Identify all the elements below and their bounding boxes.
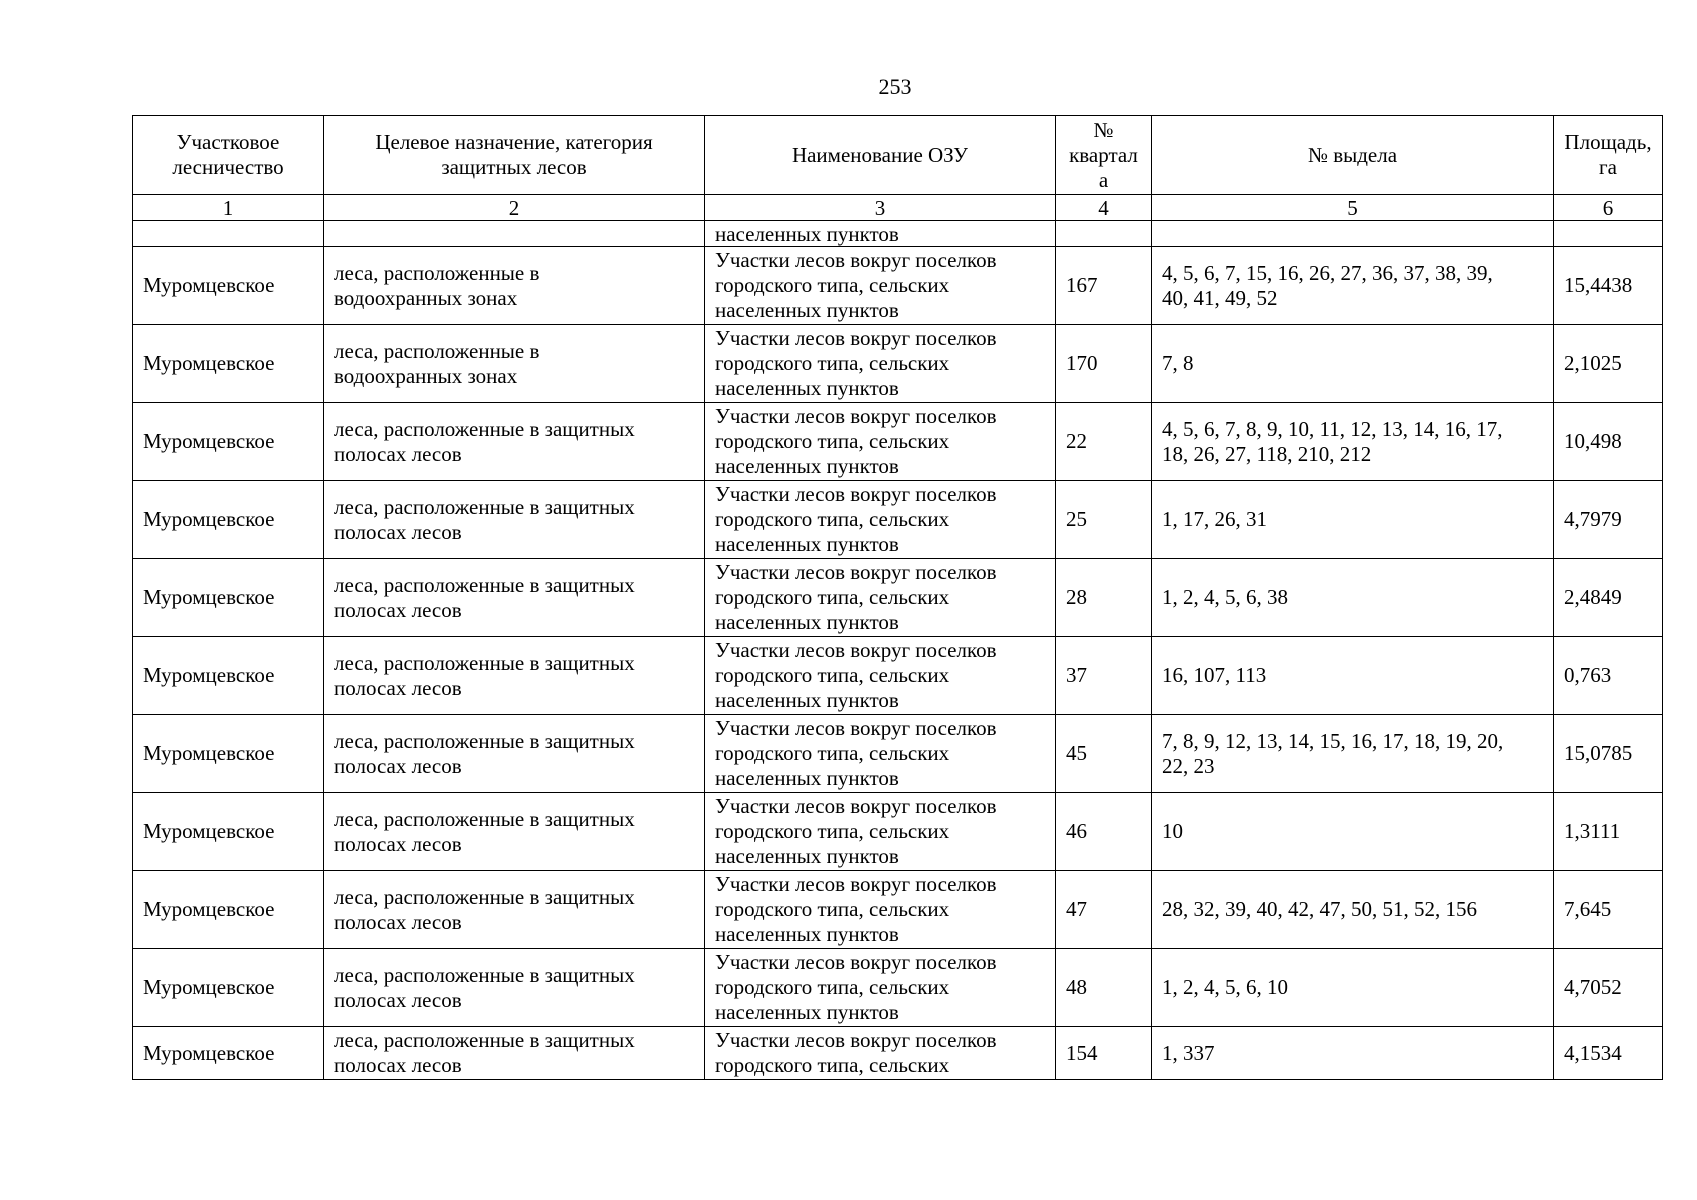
quarter-cell: 45 (1056, 715, 1152, 793)
category-line: леса, расположенные в защитных (334, 806, 635, 831)
ozu-cell (705, 793, 1056, 871)
forestry-cell: Муромцевское (133, 1027, 324, 1080)
header-area-line: га (1599, 155, 1617, 179)
category-cell (324, 793, 705, 871)
plots-cell (1152, 715, 1554, 793)
forestry-cell: Муромцевское (133, 871, 324, 949)
ozu-line: городского типа, сельских (715, 1053, 950, 1077)
plots-line: 16, 107, 113 (1162, 663, 1267, 687)
area-cell: 15,0785 (1554, 715, 1663, 793)
ozu-line: Участки лесов вокруг поселков (715, 638, 997, 662)
forest-table (132, 115, 1663, 1080)
ozu-line: населенных пунктов (715, 844, 899, 868)
category-cell (324, 247, 705, 325)
category-line: полосах лесов (334, 675, 462, 700)
ozu-line: Участки лесов вокруг поселков (715, 248, 997, 272)
category-line: леса, расположенные в защитных (334, 650, 635, 675)
plots-line: 1, 2, 4, 5, 6, 38 (1162, 585, 1288, 609)
quarter-cell: 37 (1056, 637, 1152, 715)
ozu-line: городского типа, сельских (715, 507, 950, 531)
category-cell (324, 559, 705, 637)
quarter-cell: 28 (1056, 559, 1152, 637)
ozu-line: Участки лесов вокруг поселков (715, 404, 997, 428)
forestry-cell: Муромцевское (133, 559, 324, 637)
area-cell: 4,7979 (1554, 481, 1663, 559)
area-cell: 7,645 (1554, 871, 1663, 949)
plots-line: 4, 5, 6, 7, 8, 9, 10, 11, 12, 13, 14, 16, 17, (1162, 416, 1503, 441)
category-line: леса, расположенные в (334, 260, 540, 285)
ozu-line: городского типа, сельских (715, 819, 950, 843)
ozu-line: населенных пунктов (715, 610, 899, 634)
plots-line: 22, 23 (1162, 753, 1215, 778)
ozu-line: населенных пунктов (715, 532, 899, 556)
ozu-line: городского типа, сельских (715, 663, 950, 687)
area-cell: 2,1025 (1554, 325, 1663, 403)
ozu-line: Участки лесов вокруг поселков (715, 716, 997, 740)
ozu-line: городского типа, сельских (715, 585, 950, 609)
table-row (133, 793, 1663, 871)
table-row (133, 481, 1663, 559)
category-line: леса, расположенные в защитных (334, 962, 635, 987)
area-cell: 10,498 (1554, 403, 1663, 481)
ozu-line: населенных пунктов (715, 298, 899, 322)
ozu-line: населенных пунктов (715, 688, 899, 712)
table-row (133, 715, 1663, 793)
quarter-cell: 46 (1056, 793, 1152, 871)
area-cell: 15,4438 (1554, 247, 1663, 325)
plots-cell (1152, 247, 1554, 325)
table-cell (1152, 221, 1554, 247)
table-row (133, 403, 1663, 481)
quarter-cell: 22 (1056, 403, 1152, 481)
category-line: полосах лесов (334, 597, 462, 622)
plots-cell (1152, 559, 1554, 637)
plots-cell (1152, 1027, 1554, 1080)
area-cell: 4,1534 (1554, 1027, 1663, 1080)
plots-line: 1, 337 (1162, 1040, 1215, 1065)
header-ozu-name: Наименование ОЗУ (705, 116, 1056, 195)
header-quarter (1056, 116, 1152, 195)
ozu-line: Участки лесов вокруг поселков (715, 560, 997, 584)
ozu-cell (705, 637, 1056, 715)
table-row (133, 871, 1663, 949)
category-cell (324, 325, 705, 403)
header-quarter-line: а (1098, 167, 1109, 192)
ozu-line: населенных пунктов (715, 1000, 899, 1024)
ozu-line: населенных пунктов (715, 922, 899, 946)
table-row (133, 247, 1663, 325)
quarter-cell: 25 (1056, 481, 1152, 559)
area-cell: 1,3111 (1554, 793, 1663, 871)
ozu-line: Участки лесов вокруг поселков (715, 950, 997, 974)
category-line: водоохранных зонах (334, 363, 518, 388)
category-line: полосах лесов (334, 831, 462, 856)
ozu-cell: населенных пунктов (705, 221, 1056, 247)
column-number: 2 (324, 195, 705, 221)
ozu-cell (705, 871, 1056, 949)
table-row (133, 637, 1663, 715)
ozu-line: городского типа, сельских (715, 741, 950, 765)
plots-cell (1152, 637, 1554, 715)
column-number: 3 (705, 195, 1056, 221)
ozu-cell (705, 481, 1056, 559)
ozu-cell (705, 325, 1056, 403)
column-number: 6 (1554, 195, 1663, 221)
column-numbers-row (133, 195, 1663, 221)
category-line: водоохранных зонах (334, 285, 518, 310)
plots-line: 7, 8, 9, 12, 13, 14, 15, 16, 17, 18, 19, 20, (1162, 728, 1504, 753)
column-number: 1 (133, 195, 324, 221)
column-number: 4 (1056, 195, 1152, 221)
area-cell: 0,763 (1554, 637, 1663, 715)
table-row (133, 559, 1663, 637)
plots-line: 40, 41, 49, 52 (1162, 285, 1278, 310)
category-line: полосах лесов (334, 1053, 462, 1077)
table-cell (324, 221, 705, 247)
quarter-cell: 154 (1056, 1027, 1152, 1080)
column-number: 5 (1152, 195, 1554, 221)
ozu-line: городского типа, сельских (715, 273, 950, 297)
ozu-cell (705, 949, 1056, 1027)
category-line: леса, расположенные в защитных (334, 728, 635, 753)
category-line: полосах лесов (334, 519, 462, 544)
ozu-line: Участки лесов вокруг поселков (715, 872, 997, 896)
ozu-line: Участки лесов вокруг поселков (715, 1028, 997, 1052)
category-line: леса, расположенные в защитных (334, 884, 635, 909)
ozu-line: населенных пунктов (715, 766, 899, 790)
category-cell (324, 481, 705, 559)
quarter-cell: 47 (1056, 871, 1152, 949)
continuation-row (133, 221, 1663, 247)
header-area-line: Площадь, (1564, 130, 1652, 154)
table-cell (1056, 221, 1152, 247)
header-forestry: Участковое лесничество (133, 116, 324, 195)
plots-cell (1152, 325, 1554, 403)
plots-cell (1152, 871, 1554, 949)
table-cell (133, 221, 324, 247)
table-row (133, 1027, 1663, 1080)
header-area (1554, 116, 1663, 195)
header-category: Целевое назначение, категория защитных лесов (324, 116, 705, 195)
plots-cell (1152, 949, 1554, 1027)
ozu-line: городского типа, сельских (715, 975, 950, 999)
ozu-cell (705, 247, 1056, 325)
ozu-line: Участки лесов вокруг поселков (715, 794, 997, 818)
category-line: леса, расположенные в защитных (334, 1028, 635, 1052)
plots-line: 1, 17, 26, 31 (1162, 507, 1267, 531)
header-quarter-line: № (1093, 117, 1114, 142)
quarter-cell: 167 (1056, 247, 1152, 325)
header-row (133, 116, 1663, 195)
category-line: леса, расположенные в (334, 338, 540, 363)
ozu-line: городского типа, сельских (715, 429, 950, 453)
header-quarter-line: квартал (1069, 142, 1138, 167)
page-number: 253 (878, 74, 912, 99)
category-cell (324, 949, 705, 1027)
category-line: полосах лесов (334, 441, 462, 466)
ozu-line: Участки лесов вокруг поселков (715, 326, 997, 350)
plots-line: 7, 8 (1162, 351, 1194, 375)
category-cell (324, 403, 705, 481)
category-cell (324, 715, 705, 793)
area-cell: 2,4849 (1554, 559, 1663, 637)
category-line: леса, расположенные в защитных (334, 416, 635, 441)
plots-cell (1152, 793, 1554, 871)
category-line: полосах лесов (334, 909, 462, 934)
category-line: полосах лесов (334, 987, 462, 1012)
plots-line: 1, 2, 4, 5, 6, 10 (1162, 975, 1288, 999)
header-plots: № выдела (1152, 116, 1554, 195)
ozu-cell (705, 715, 1056, 793)
forestry-cell: Муромцевское (133, 325, 324, 403)
plots-line: 10 (1162, 819, 1183, 843)
plots-line: 4, 5, 6, 7, 15, 16, 26, 27, 36, 37, 38, 39, (1162, 260, 1493, 285)
category-cell (324, 871, 705, 949)
ozu-cell (705, 559, 1056, 637)
category-line: полосах лесов (334, 753, 462, 778)
quarter-cell: 48 (1056, 949, 1152, 1027)
forestry-cell: Муромцевское (133, 637, 324, 715)
category-line: леса, расположенные в защитных (334, 494, 635, 519)
forestry-cell: Муромцевское (133, 715, 324, 793)
ozu-line: населенных пунктов (715, 376, 899, 400)
plots-line: 18, 26, 27, 118, 210, 212 (1162, 441, 1372, 466)
forestry-cell: Муромцевское (133, 481, 324, 559)
forestry-cell: Муромцевское (133, 793, 324, 871)
ozu-line: городского типа, сельских (715, 351, 950, 375)
area-cell: 4,7052 (1554, 949, 1663, 1027)
forestry-cell: Муромцевское (133, 247, 324, 325)
forestry-cell: Муромцевское (133, 403, 324, 481)
plots-cell (1152, 481, 1554, 559)
ozu-cell (705, 403, 1056, 481)
plots-line: 28, 32, 39, 40, 42, 47, 50, 51, 52, 156 (1162, 897, 1477, 921)
ozu-line: городского типа, сельских (715, 897, 950, 921)
ozu-line: населенных пунктов (715, 454, 899, 478)
table-row (133, 949, 1663, 1027)
table-cell (1554, 221, 1663, 247)
plots-cell (1152, 403, 1554, 481)
category-cell (324, 1027, 705, 1080)
category-line: леса, расположенные в защитных (334, 572, 635, 597)
quarter-cell: 170 (1056, 325, 1152, 403)
category-cell (324, 637, 705, 715)
forestry-cell: Муромцевское (133, 949, 324, 1027)
ozu-line: Участки лесов вокруг поселков (715, 482, 997, 506)
table-row (133, 325, 1663, 403)
ozu-cell (705, 1027, 1056, 1080)
